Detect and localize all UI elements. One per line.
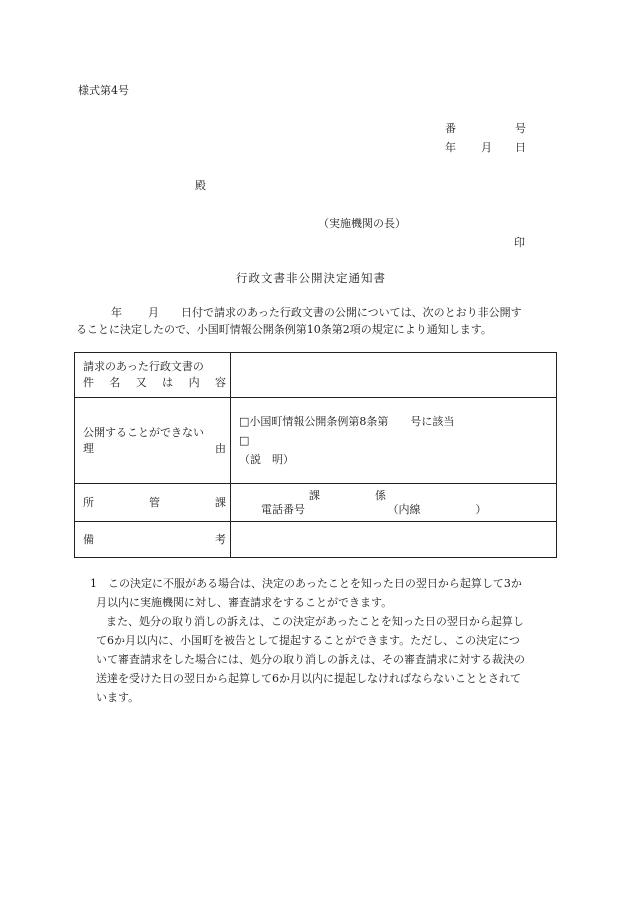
note-line-1: 1 この決定に不服がある場合は、決定のあったことを知った日の翌日から起算して3か bbox=[90, 577, 522, 590]
number-ban-label: 番 bbox=[445, 122, 456, 135]
intro-line-1 bbox=[76, 304, 556, 321]
note-line-7: います。 bbox=[96, 691, 140, 704]
department-phone: 電話番号 （内線 ） bbox=[261, 502, 487, 516]
intro-paragraph bbox=[76, 304, 556, 338]
reason-value bbox=[231, 398, 557, 484]
note-line-3: また、処分の取り消しの訴えは、この決定があったことを知った日の翌日から起算し bbox=[106, 615, 524, 628]
table-row-reason bbox=[75, 398, 557, 484]
date-day-label: 日 bbox=[515, 141, 526, 154]
department-value bbox=[231, 484, 557, 522]
note-line-4: て6か月以内に、小国町を被告として提起することができます。ただし、この決定につ bbox=[96, 634, 520, 647]
reason-explanation: （説 明） bbox=[239, 453, 294, 466]
date-month-label: 月 bbox=[481, 141, 492, 154]
reason-label: 公開することができない 理 由 bbox=[83, 425, 226, 455]
department-label: 所 管 課 bbox=[83, 496, 226, 509]
intro-month: 月 bbox=[148, 306, 159, 319]
table-row-department bbox=[75, 484, 557, 522]
table-row-document-name bbox=[75, 353, 557, 398]
note-line-2: 月以内に実施機関に対し、審査請求をすることができます。 bbox=[96, 596, 393, 609]
note-line-5: いて審査請求をした場合には、処分の取り消しの訴えは、その審査請求に対する裁決の bbox=[96, 653, 525, 666]
intro-line-1-text: 日付で請求のあった行政文書の公開については、次のとおり非公開す bbox=[181, 306, 522, 319]
document-title: 行政文書非公開決定通知書 bbox=[236, 271, 386, 285]
intro-line-2: ることに決定したので、小国町情報公開条例第10条第2項の規定により通知します。 bbox=[76, 323, 492, 336]
table-row-remarks bbox=[75, 522, 557, 558]
seal-mark: 印 bbox=[514, 236, 525, 249]
notice-table bbox=[74, 352, 557, 558]
addressee-suffix: 殿 bbox=[195, 179, 206, 192]
reason-checkbox-other: □ bbox=[239, 434, 250, 447]
date-year-label: 年 bbox=[445, 141, 456, 154]
document-name-label: 請求のあった行政文書の 件 名 又 は 内 容 bbox=[83, 360, 226, 389]
intro-year: 年 bbox=[111, 306, 122, 319]
issuer-title: （実施機関の長） bbox=[318, 217, 406, 230]
remarks-label: 備 考 bbox=[83, 533, 226, 546]
reason-checkbox-article8: □小国町情報公開条例第8条第 号に該当 bbox=[239, 415, 455, 428]
notes-section bbox=[86, 574, 558, 707]
document-name-value bbox=[231, 353, 557, 398]
form-number: 様式第4号 bbox=[78, 84, 129, 97]
department-section: 課 係 bbox=[309, 488, 386, 502]
number-go-label: 号 bbox=[515, 122, 526, 135]
remarks-value bbox=[231, 522, 557, 558]
note-line-6: 送達を受けた日の翌日から起算して6か月以内に提起しなければならないこととされて bbox=[96, 672, 521, 685]
